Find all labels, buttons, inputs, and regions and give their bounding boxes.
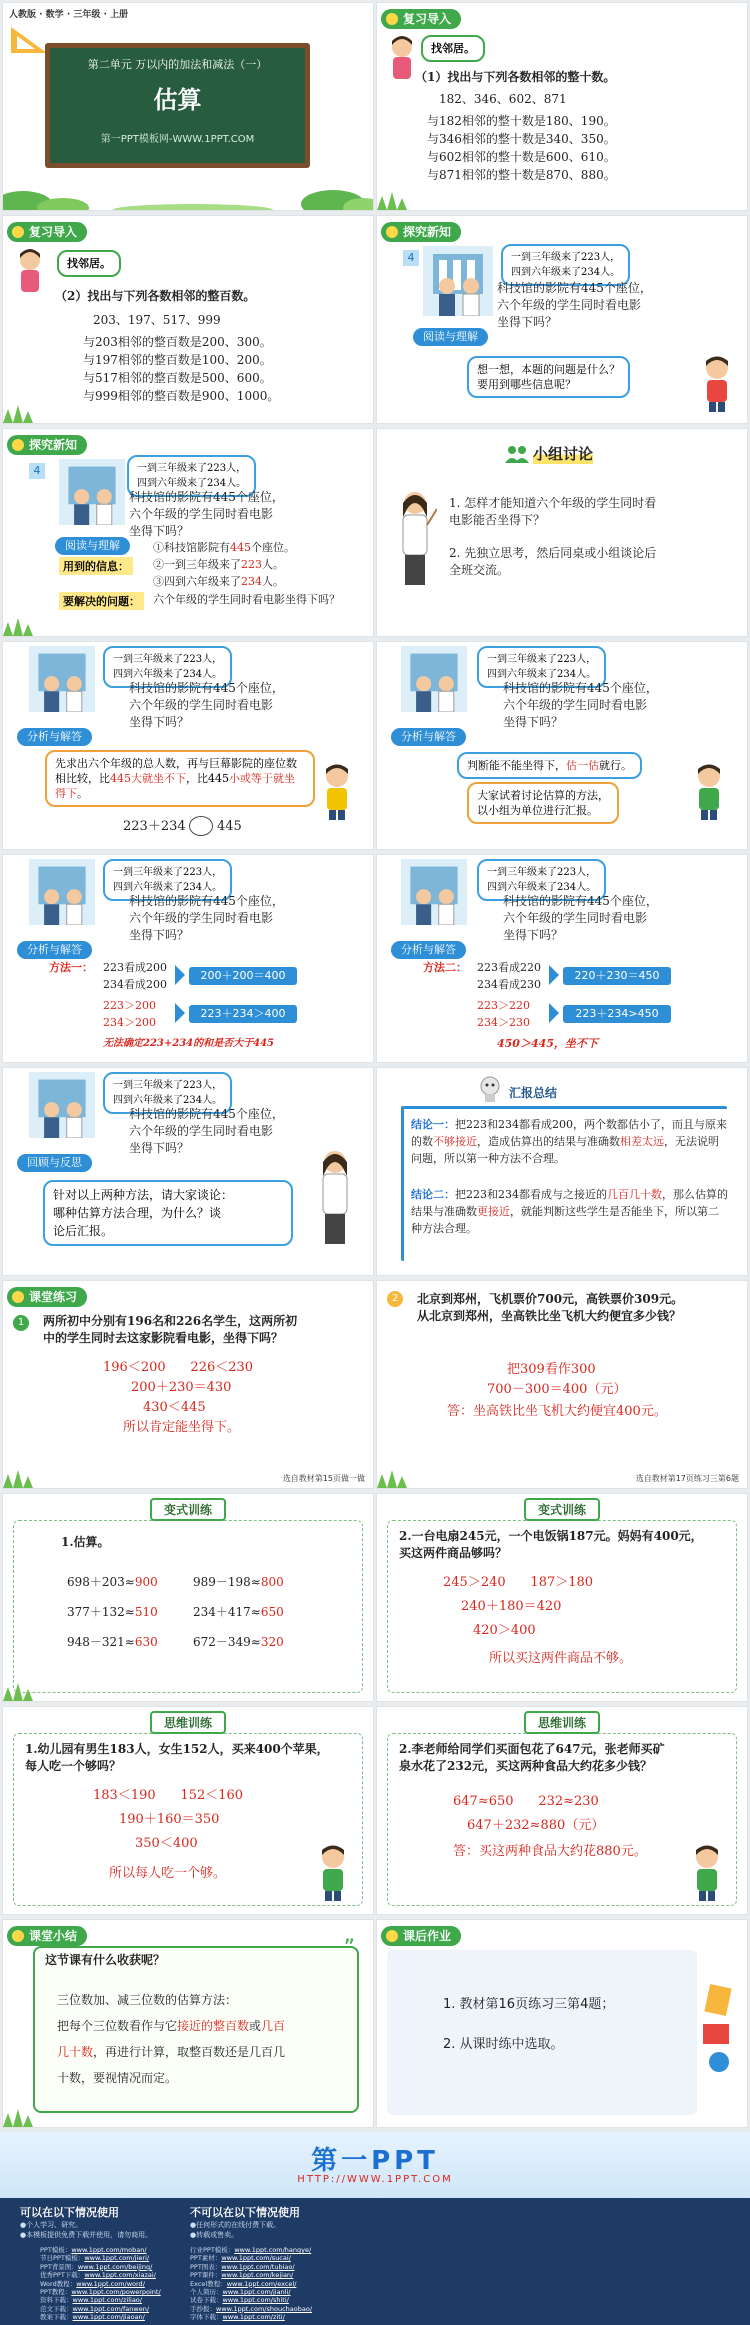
- answer-line-1: 245＞240 187＞180: [443, 1575, 594, 1590]
- footer-link-url[interactable]: www.1ppt.com/fanwen/: [72, 2304, 150, 2313]
- slide-thinking-2: [376, 1706, 748, 1915]
- problem-label: 要解决的问题：: [59, 592, 144, 610]
- hint-bubble: 先求出六个年级的总人数，再与巨幕影院的座位数相比较，比445大就坐不下，比445小或等于就坐得下。: [45, 750, 315, 807]
- answer-line-2: 647＋232≈880（元）: [467, 1818, 605, 1833]
- answer-line-3: 与517相邻的整百数是500、600。: [83, 371, 272, 385]
- discussion-item-1: 1. 怎样才能知道六个年级的学生同时看 电影能否坐得下？: [449, 496, 657, 527]
- footer-link-label: PPT教程：: [40, 2288, 72, 2297]
- quote-mark-icon: ”: [343, 1936, 355, 1961]
- slide-review-1: [376, 2, 748, 211]
- footer-link-url[interactable]: www.1ppt.com/kejian/: [221, 2271, 294, 2280]
- discussion-item-2: 2. 先独立思考，然后同桌或小组谈论后 全班交流。: [449, 546, 657, 577]
- footer-link-row[interactable]: [190, 2313, 340, 2321]
- footer-link-label: 资料下载：: [40, 2296, 73, 2305]
- problem-text: 科技馆的影院有445个座位， 六个年级的学生同时看电影 坐得下吗？: [129, 490, 284, 538]
- info-line-3: ③四到六年级来了234人。: [153, 575, 284, 588]
- method-line-1: 223看成200: [103, 961, 167, 974]
- method-conclusion: 450＞445，坐不下: [497, 1037, 598, 1050]
- conclusion-2: 结论二：把223和234都看成与之接近的几百几十数，那么估算的结果与准确数更接近，就能判断这些学生是否能坐下，所以第二种方法合理。: [411, 1188, 728, 1235]
- chalkboard: [45, 43, 310, 168]
- footer-link-label: 试卷下载：: [190, 2296, 223, 2305]
- read-understand-pill: 阅读与理解: [55, 537, 130, 555]
- summary-line-2: 把每个三位数看作与它接近的整百数或几百: [57, 2019, 286, 2033]
- answer-line-1: 与182相邻的整十数是180、190。: [427, 114, 616, 128]
- method-line-3: 223＞200: [103, 999, 156, 1012]
- footer-link-label: 字体下载：: [190, 2313, 223, 2322]
- grass-decoration: [377, 188, 437, 210]
- slide-variant-1: [2, 1493, 374, 1702]
- footer-link-url[interactable]: www.1ppt.com/word/: [76, 2279, 145, 2288]
- footer-link-url[interactable]: www.1ppt.com/ziliao/: [72, 2296, 142, 2305]
- method-result-1: 220＋230＝450: [563, 967, 671, 985]
- read-understand-pill: 阅读与理解: [413, 328, 488, 346]
- info-bubble: 一到三年级来了223人， 四到六年级来了234人。: [127, 455, 256, 497]
- lesson-title: 估算: [153, 86, 202, 114]
- exercise-number: 2: [387, 1291, 403, 1307]
- footer-link-label: 范文下载：: [40, 2304, 73, 2313]
- section-tag: 复习导入: [381, 9, 461, 29]
- footer-link-url[interactable]: www.1ppt.com/powerpoint/: [71, 2288, 161, 2297]
- building-illustration: [401, 646, 467, 712]
- building-illustration: [29, 859, 95, 925]
- analysis-pill: 分析与解答: [391, 941, 466, 959]
- site-text: 第一PPT模板网-WWW.1PPT.COM: [100, 134, 255, 145]
- section-tag: 探究新知: [381, 222, 461, 242]
- problem-text: 科技馆的影院有445个座位， 六个年级的学生同时看电影 坐得下吗？: [129, 894, 284, 942]
- slide-reflection: [2, 1067, 374, 1276]
- reflection-pill: 回顾与反思: [17, 1154, 92, 1172]
- slide-title: [2, 2, 374, 211]
- grass-decoration: [3, 614, 63, 636]
- slide-homework: [376, 1919, 748, 2128]
- slide-practice-2: [376, 1280, 748, 1489]
- answer-line-4: 所以肯定能坐得下。: [123, 1420, 241, 1435]
- numbers-text: 182、346、602、871: [439, 92, 567, 106]
- problem-text: 科技馆的影院有445个座位， 六个年级的学生同时看电影 坐得下吗？: [503, 681, 658, 729]
- slide-explore-2: [2, 428, 374, 637]
- numbers-text: 203、197、517、999: [93, 313, 221, 327]
- reflection-bubble: 针对以上两种方法，请大家谈论： 哪种估算方法合理，为什么？谈 论后汇报。: [43, 1180, 293, 1246]
- footer-link-url[interactable]: www.1ppt.com/sucai/: [221, 2254, 291, 2263]
- info-bubble: 一到三年级来了223人， 四到六年级来了234人。: [103, 859, 232, 901]
- footer-link-url[interactable]: www.1ppt.com/moban/: [71, 2246, 147, 2254]
- discuss-bubble: 大家试着讨论估算的方法， 以小组为单位进行汇报。: [467, 782, 619, 824]
- answer-line-3: 430＜445: [143, 1400, 206, 1415]
- estimate-bubble: 判断能不能坐得下，估一估就行。: [457, 752, 642, 779]
- question-text: （2）找出与下列各数相邻的整百数。: [55, 289, 256, 303]
- slide-method-2: [376, 854, 748, 1063]
- summary-line-3: 几十数，再进行计算，取整百数还是几百几: [57, 2045, 286, 2059]
- problem-number: 4: [403, 250, 419, 266]
- method-line-3: 223＞220: [477, 999, 530, 1012]
- slide-review-2: [2, 215, 374, 424]
- group-icon: [505, 445, 529, 463]
- section-tag: 课堂练习: [7, 1287, 87, 1307]
- footer-link-url[interactable]: www.1ppt.com/shouchaobao/: [216, 2304, 313, 2313]
- estimate-row-2: 377＋132≈510: [67, 1605, 158, 1619]
- brand-text: 人教版 · 数学 · 三年级 · 上册: [9, 10, 129, 20]
- building-illustration: [401, 859, 467, 925]
- footer-link-row[interactable]: [190, 2296, 340, 2304]
- footer-link-row[interactable]: [40, 2254, 180, 2262]
- estimate-row-3b: 672－349≈320: [193, 1635, 284, 1649]
- exercise-question: 2.李老师给同学们买面包花了647元，张老师买矿 泉水花了232元，买这两种食品大约花多少钱？: [399, 1742, 665, 1773]
- footer-link-label: PPT模板：: [40, 2246, 72, 2254]
- answer-line-3: 与602相邻的整十数是600、610。: [427, 150, 616, 164]
- exercise-question: 1.估算。: [61, 1535, 110, 1549]
- slide-summary-report: [376, 1067, 748, 1276]
- links-right-list: [190, 2246, 340, 2322]
- slide-class-summary: [2, 1919, 374, 2128]
- building-illustration: [59, 459, 125, 525]
- homework-item-1: 1. 教材第16页练习三第4题；: [443, 1997, 615, 2012]
- method-line-4: 234＞200: [103, 1016, 156, 1029]
- compare-right: 445: [217, 819, 242, 834]
- speech-bubble: 找邻居。: [57, 250, 121, 277]
- boy-avatar-icon: [689, 1843, 725, 1901]
- footer-link-url[interactable]: www.1ppt.com/jianli/: [222, 2288, 291, 2297]
- thinking-header: 思维训练: [524, 1711, 600, 1734]
- answer-line-4: 与871相邻的整十数是870、880。: [427, 168, 616, 182]
- slide-method-1: [2, 854, 374, 1063]
- answer-line-1: 196＜200 226＜230: [103, 1360, 254, 1375]
- triangle-ruler-icon: [9, 25, 49, 55]
- speech-bubble: 找邻居。: [421, 35, 485, 62]
- info-bubble: 一到三年级来了223人， 四到六年级来了234人。: [477, 859, 606, 901]
- compare-circle[interactable]: [189, 816, 213, 836]
- exercise-question: 两所初中分别有196名和226名学生，这两所初 中的学生同时去这家影院看电影，坐得下吗？: [43, 1314, 298, 1345]
- question-text: （1）找出与下列各数相邻的整十数。: [415, 70, 616, 84]
- answer-line-1: 647≈650 232≈230: [453, 1794, 599, 1809]
- method-conclusion: 无法确定223+234的和是否大于445: [103, 1038, 275, 1049]
- method-line-1: 223看成220: [477, 961, 541, 974]
- footer-link-label: 手抄报：: [190, 2304, 216, 2313]
- summary-line-4: 十数，要视情况而定。: [57, 2071, 178, 2085]
- footer-link-url[interactable]: www.1ppt.com/excel/: [226, 2279, 297, 2288]
- estimate-row-3: 948－321≈630: [67, 1635, 158, 1649]
- links-left-list: [40, 2246, 180, 2322]
- boy-avatar-icon: [699, 354, 735, 412]
- footer-link-row[interactable]: [40, 2305, 180, 2313]
- answer-line-3: 答：买这两种食品大约花880元。: [453, 1844, 647, 1859]
- source-note: 选自教材第17页练习三第6题: [635, 1474, 739, 1483]
- footer-logo: 第一PPT: [311, 2146, 439, 2176]
- grass-decoration: [3, 2105, 63, 2127]
- exercise-number: 1: [13, 1315, 29, 1331]
- answer-line-2: 与197相邻的整百数是100、200。: [83, 353, 272, 367]
- footer-link-row[interactable]: [190, 2254, 340, 2262]
- footer-link-url[interactable]: www.1ppt.com/jieri/: [84, 2254, 150, 2263]
- footer-link-row[interactable]: [40, 2313, 180, 2321]
- summary-box: [33, 1946, 359, 2113]
- slide-analysis-2: [376, 641, 748, 850]
- footer-link-label: 优秀PPT下载：: [40, 2271, 85, 2280]
- slide-group-discussion: [376, 428, 748, 637]
- grass-decoration: [3, 1466, 63, 1488]
- variant-header: 变式训练: [150, 1498, 226, 1521]
- arrow-chevron: [175, 1003, 185, 1023]
- footer-link-row[interactable]: [190, 2280, 340, 2288]
- footer-link-row[interactable]: [190, 2271, 340, 2279]
- section-tag: 复习导入: [7, 222, 87, 242]
- question-bubble: 想一想，本题的问题是什么？ 要用到哪些信息呢？: [467, 356, 630, 398]
- leaves-decoration: [3, 170, 374, 210]
- method-label: 方法一：: [49, 961, 93, 974]
- footer-link-url[interactable]: www.1ppt.com/shiti/: [222, 2296, 289, 2305]
- grass-decoration: [3, 1679, 63, 1701]
- compare-expression: 223＋234: [123, 819, 186, 834]
- answer-line-2: 200＋230＝430: [131, 1380, 232, 1395]
- exercise-question: 北京到郑州，飞机票价700元，高铁票价309元。 从北京到郑州，坐高铁比坐飞机大约便宜多少钱？: [417, 1292, 684, 1323]
- problem-text: 科技馆的影院有445个座位， 六个年级的学生同时看电影 坐得下吗？: [497, 281, 652, 329]
- method-result-2: 223＋234＞400: [189, 1005, 297, 1023]
- problem-text: 科技馆的影院有445个座位， 六个年级的学生同时看电影 坐得下吗？: [503, 894, 658, 942]
- footer-link-url[interactable]: www.1ppt.com/jiaoan/: [72, 2313, 145, 2322]
- estimate-row-1: 698＋203≈900: [67, 1575, 158, 1589]
- allowed-item-1: ●个人学习、研究。: [20, 2221, 83, 2229]
- answer-line-1: 把309看作300: [507, 1362, 596, 1377]
- answer-line-2: 240＋180＝420: [461, 1599, 562, 1614]
- footer-link-label: 行业PPT模板：: [190, 2246, 235, 2254]
- answer-line-4: 与999相邻的整百数是900、1000。: [83, 389, 280, 403]
- answer-line-2: 与346相邻的整十数是340、350。: [427, 132, 616, 146]
- girl-avatar-icon: [13, 246, 47, 296]
- forbidden-title: 不可以在以下情况使用: [190, 2206, 300, 2219]
- method-line-2: 234看成200: [103, 978, 167, 991]
- method-label: 方法二：: [423, 961, 467, 974]
- slide-analysis-1: [2, 641, 374, 850]
- footer-url[interactable]: HTTP://WWW.1PPT.COM: [297, 2174, 453, 2185]
- answer-line-1: 183＜190 152＜160: [93, 1788, 244, 1803]
- footer-panel: [0, 2132, 750, 2325]
- footer-link-label: PPT素材：: [190, 2254, 222, 2263]
- allowed-item-2: ●本模板提供免费下载并使用，请勿商用。: [20, 2231, 153, 2239]
- discussion-title: 小组讨论: [533, 445, 594, 463]
- footer-link-url[interactable]: www.1ppt.com/xiazai/: [84, 2271, 156, 2280]
- method-line-2: 234看成230: [477, 978, 541, 991]
- footer-link-row[interactable]: [40, 2296, 180, 2304]
- summary-line-1: 三位数加、减三位数的估算方法：: [57, 1993, 238, 2007]
- slide-thinking-1: [2, 1706, 374, 1915]
- boy-avatar-icon: [691, 762, 727, 820]
- girl-avatar-icon: [319, 762, 355, 820]
- analysis-pill: 分析与解答: [391, 728, 466, 746]
- source-note: 选自教材第15页做一做: [282, 1474, 365, 1483]
- answer-line-3: 350＜400: [135, 1836, 198, 1851]
- section-tag: 课堂小结: [7, 1926, 87, 1946]
- girl-avatar-icon: [385, 33, 419, 83]
- method-line-4: 234＞230: [477, 1016, 530, 1029]
- thinking-header: 思维训练: [150, 1711, 226, 1734]
- grass-decoration: [377, 1466, 437, 1488]
- grass-decoration: [3, 401, 63, 423]
- usage-panel: [0, 2198, 750, 2325]
- answer-line-2: 190＋160＝350: [119, 1812, 220, 1827]
- answer-line-1: 与203相邻的整百数是200、300。: [83, 335, 272, 349]
- footer-link-label: 个人简历：: [190, 2288, 223, 2297]
- footer-link-row[interactable]: [40, 2263, 180, 2271]
- problem-text: 科技馆的影院有445个座位， 六个年级的学生同时看电影 坐得下吗？: [129, 681, 284, 729]
- footer-link-label: PPT课件：: [190, 2271, 222, 2280]
- variant-header: 变式训练: [524, 1498, 600, 1521]
- forbidden-item-1: ●任何形式的在线付费下载。: [190, 2221, 281, 2229]
- footer-link-row[interactable]: [190, 2305, 340, 2313]
- footer-link-label: Word教程：: [40, 2279, 77, 2288]
- answer-line-3: 420＞400: [473, 1623, 536, 1638]
- slide-practice-1: [2, 1280, 374, 1489]
- footer-logo-area: [0, 2132, 750, 2198]
- method-result-1: 200＋200＝400: [189, 967, 297, 985]
- used-info-label: 用到的信息：: [59, 557, 133, 575]
- building-illustration: [423, 246, 493, 316]
- exercise-question: 2.一台电扇245元，一个电饭锅187元。妈妈有400元， 买这两件商品够吗？: [399, 1529, 703, 1560]
- arrow-chevron: [549, 965, 559, 985]
- problem-question: 六个年级的学生同时看电影坐得下吗？: [153, 593, 340, 606]
- footer-link-label: PPT背景图：: [40, 2262, 78, 2271]
- footer-link-label: 教案下载：: [40, 2313, 73, 2322]
- forbidden-item-2: ●转载或售卖。: [190, 2231, 239, 2239]
- estimate-row-2b: 234＋417≈650: [193, 1605, 284, 1619]
- conclusion-1: 结论一：把223和234都看成200，两个数都估小了，而且与原来的数不够接近，造成估算出的结果与准确数相差太远，无法说明问题，所以第一种方法不合理。: [411, 1118, 727, 1165]
- allowed-title: 可以在以下情况使用: [20, 2206, 119, 2219]
- info-bubble: 一到三年级来了223人， 四到六年级来了234人。: [103, 1072, 232, 1114]
- teacher-avatar-icon: [313, 1148, 357, 1268]
- teacher-avatar-icon: [393, 489, 437, 609]
- method-result-2: 223＋234>450: [563, 1005, 671, 1023]
- school-supplies-icon: [697, 1980, 741, 2080]
- footer-link-label: PPT图表：: [190, 2262, 222, 2271]
- footer-link-url[interactable]: www.1ppt.com/ziti/: [222, 2313, 285, 2322]
- analysis-pill: 分析与解答: [17, 728, 92, 746]
- problem-text: 科技馆的影院有445个座位， 六个年级的学生同时看电影 坐得下吗？: [129, 1107, 284, 1155]
- arrow-chevron: [175, 965, 185, 985]
- slide-explore-1: [376, 215, 748, 424]
- info-bubble: 一到三年级来了223人， 四到六年级来了234人。: [501, 244, 630, 286]
- report-title: 汇报总结: [509, 1086, 558, 1100]
- building-illustration: [29, 1072, 95, 1138]
- info-bubble: 一到三年级来了223人， 四到六年级来了234人。: [477, 646, 606, 688]
- footer-link-row[interactable]: [190, 2263, 340, 2271]
- answer-line-4: 所以买这两件商品不够。: [489, 1651, 633, 1666]
- info-line-2: ②一到三年级来了223人。: [153, 558, 284, 571]
- building-illustration: [29, 646, 95, 712]
- footer-link-row[interactable]: [40, 2271, 180, 2279]
- info-bubble: 一到三年级来了223人， 四到六年级来了234人。: [103, 646, 232, 688]
- footer-link-row[interactable]: [40, 2280, 180, 2288]
- answer-line-3: 答：坐高铁比坐飞机大约便宜400元。: [447, 1404, 667, 1419]
- problem-number: 4: [29, 463, 45, 479]
- exercise-question: 1.幼儿园有男生183人，女生152人，买来400个苹果， 每人吃一个够吗？: [25, 1742, 329, 1773]
- homework-item-2: 2. 从课时练中选取。: [443, 2037, 564, 2052]
- analysis-pill: 分析与解答: [17, 941, 92, 959]
- footer-link-label: 节日PPT模板：: [40, 2254, 85, 2263]
- footer-link-url[interactable]: www.1ppt.com/beijing/: [77, 2262, 153, 2271]
- unit-title: 第二单元 万以内的加法和减法（一）: [87, 58, 268, 71]
- estimate-row-1b: 989－198≈800: [193, 1575, 284, 1589]
- info-line-1: ①科技馆影院有445个座位。: [153, 541, 295, 554]
- mascot-icon: [475, 1074, 505, 1104]
- homework-box: [387, 1950, 697, 2115]
- answer-line-4: 所以每人吃一个够。: [109, 1866, 227, 1881]
- answer-line-2: 700－300＝400（元）: [487, 1382, 627, 1397]
- section-tag: 课后作业: [381, 1926, 461, 1946]
- footer-link-url[interactable]: www.1ppt.com/hangye/: [234, 2246, 312, 2254]
- summary-question: 这节课有什么收获呢？: [45, 1953, 166, 1967]
- section-tag: 探究新知: [7, 435, 87, 455]
- arrow-chevron: [549, 1003, 559, 1023]
- boy-avatar-icon: [315, 1843, 351, 1901]
- footer-link-url[interactable]: www.1ppt.com/tubiao/: [221, 2262, 295, 2271]
- slide-variant-2: [376, 1493, 748, 1702]
- footer-link-label: Excel教程：: [190, 2279, 227, 2288]
